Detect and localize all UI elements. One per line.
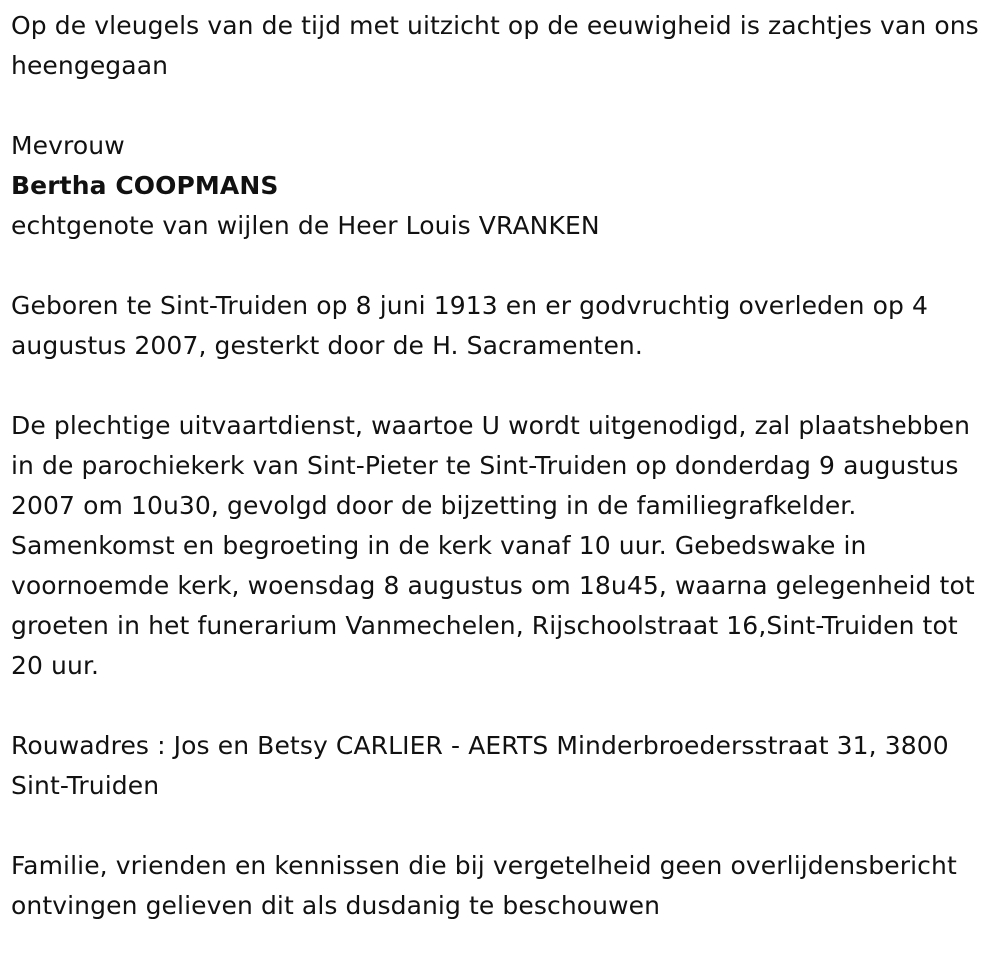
paragraph-gap: [11, 686, 991, 726]
closing-text: Familie, vrienden en kennissen die bij vergetelheid geen overlijdensbericht ontvingen gelieven dit als dusdanig te beschouwen: [11, 851, 957, 920]
intro-text: Op de vleugels van de tijd met uitzicht op de eeuwigheid is zachtjes van ons heengegaan: [11, 11, 979, 80]
obituary-notice: [11, 6, 991, 926]
deceased-name: Bertha COOPMANS: [11, 171, 279, 200]
title-text: Mevrouw: [11, 131, 125, 160]
paragraph-gap: [11, 246, 991, 286]
paragraph-gap: [11, 86, 991, 126]
paragraph-gap: [11, 366, 991, 406]
paragraph-gap: [11, 806, 991, 846]
birth-death-text: Geboren te Sint-Truiden op 8 juni 1913 en er godvruchtig overleden op 4 augustus 2007, gesterkt door de H. Sacramenten.: [11, 291, 929, 360]
spouse-text: echtgenote van wijlen de Heer Louis VRANKEN: [11, 211, 600, 240]
mourning-address-text: Rouwadres : Jos en Betsy CARLIER - AERTS Minderbroedersstraat 31, 3800 Sint-Truiden: [11, 731, 949, 800]
funeral-text: De plechtige uitvaartdienst, waartoe U wordt uitgenodigd, zal plaatshebben in de parochiekerk van Sint-Pieter te Sint-Truiden op donderdag 9 augustus 2007 om 10u30, gevolgd door de bijzetting in de familiegrafkelder. Samenkomst en begroeting in de kerk vanaf 10 uur. Gebedswake in voornoemde kerk, woensdag 8 augustus om 18u45, waarna gelegenheid tot groeten in het funerarium Vanmechelen, Rijschoolstraat 16,Sint-Truiden tot 20 uur.: [11, 411, 975, 680]
